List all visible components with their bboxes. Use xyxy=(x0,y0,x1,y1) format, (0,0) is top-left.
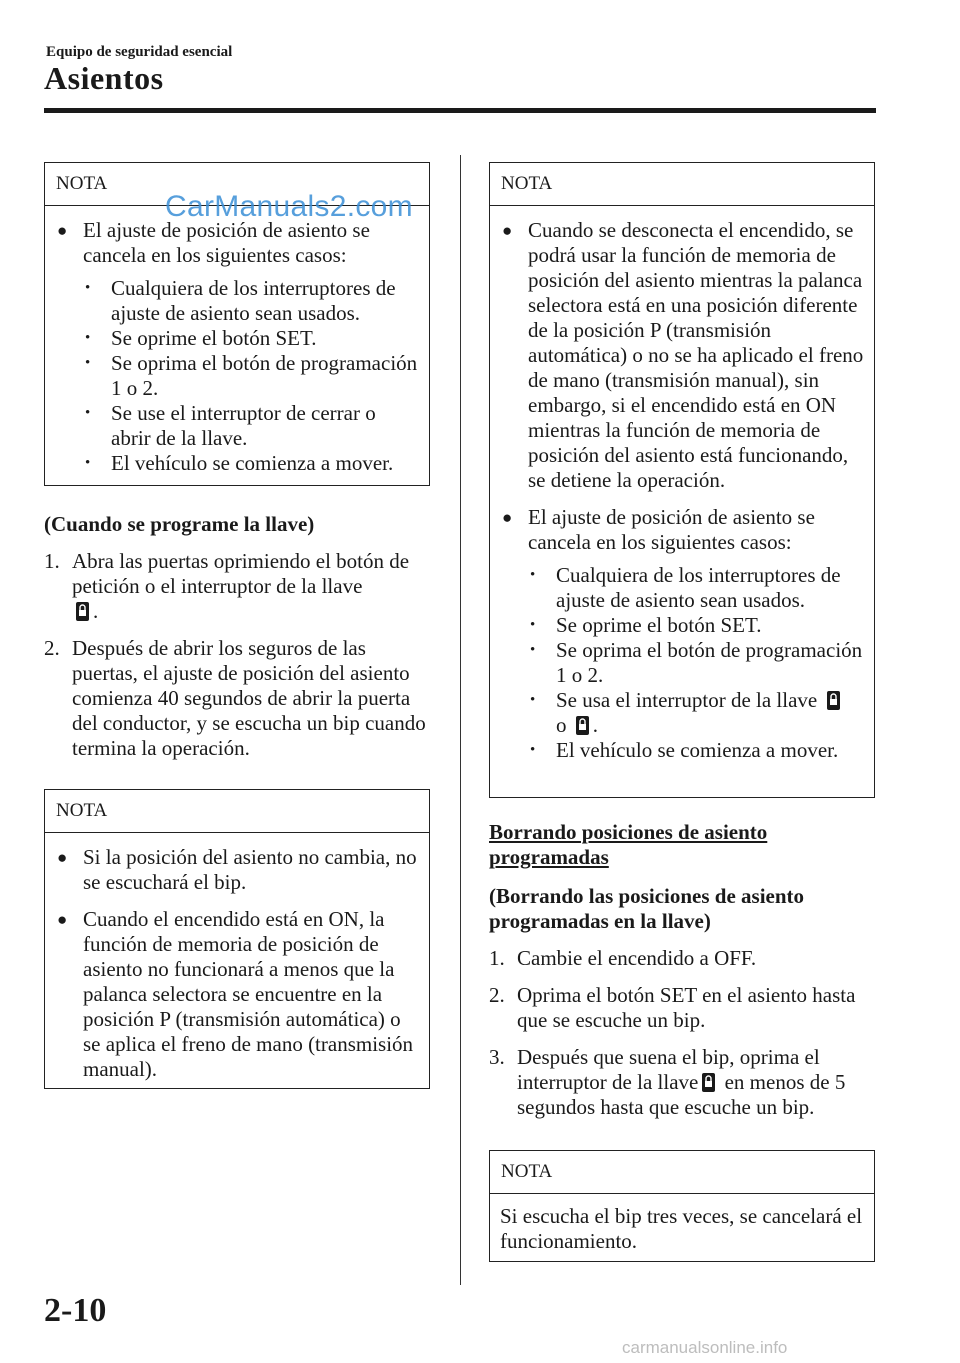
underlined-heading: Borrando posiciones de asiento programadas xyxy=(489,820,768,869)
note-bullet: ● El ajuste de posición de asiento se cancela en los siguientes casos: xyxy=(502,505,815,554)
sub-list-item: • Se oprime el botón SET. xyxy=(81,326,419,351)
note-label: NOTA xyxy=(45,163,429,206)
page-title: Asientos xyxy=(44,60,164,96)
sub-list-item: • Cualquiera de los interruptores de ajuste de asiento sean usados. xyxy=(526,563,864,613)
step-item: 2. Después de abrir los seguros de las puertas, el ajuste de posición del asiento comienza 40 segundos de abrir la puerta del conductor, y se escucha un bip cuando termina la operación. xyxy=(44,636,426,760)
watermark-top: CarManuals2.com xyxy=(165,190,413,223)
lock-icon xyxy=(827,691,840,710)
step-item: 1. Cambie el encendido a OFF. xyxy=(489,946,757,970)
section-heading: (Borrando las posiciones de asiento programadas en la llave) xyxy=(489,884,805,933)
small-bullet-icon: • xyxy=(85,280,91,296)
note-text: Si escucha el bip tres veces, se cancelará el funcionamiento. xyxy=(500,1204,863,1253)
sub-list xyxy=(526,563,864,763)
small-bullet-icon: • xyxy=(530,742,536,758)
step-item: 2. Oprima el botón SET en el asiento hasta que se escuche un bip. xyxy=(489,983,856,1032)
note-bullet: ● Si la posición del asiento no cambia, no se escuchará el bip. xyxy=(57,845,417,894)
sub-list-item: • El vehículo se comienza a mover. xyxy=(81,451,419,476)
sub-list-item: • Se oprima el botón de programación 1 o 2. xyxy=(526,638,864,688)
note-label: NOTA xyxy=(490,163,874,206)
left-column xyxy=(44,162,430,1089)
note-box xyxy=(489,162,875,798)
small-bullet-icon: • xyxy=(85,355,91,371)
column-divider xyxy=(460,155,461,1285)
note-label: NOTA xyxy=(490,1151,874,1194)
sub-list-item: • Cualquiera de los interruptores de ajuste de asiento sean usados. xyxy=(81,276,419,326)
sub-list xyxy=(81,276,419,476)
sub-list-item: • Se usa el interruptor de la llave o . xyxy=(526,688,864,738)
small-bullet-icon: • xyxy=(85,405,91,421)
small-bullet-icon: • xyxy=(530,692,536,708)
section-label: Equipo de seguridad esencial xyxy=(46,44,233,60)
note-label: NOTA xyxy=(45,790,429,833)
small-bullet-icon: • xyxy=(85,455,91,471)
note-bullet-text: El ajuste de posición de asiento se cancela en los siguientes casos: xyxy=(83,218,370,267)
sub-list-item: • El vehículo se comienza a mover. xyxy=(526,738,864,763)
bullet-dot-icon: ● xyxy=(57,221,68,240)
bullet-dot-icon: ● xyxy=(502,508,513,527)
small-bullet-icon: • xyxy=(530,567,536,583)
step-item: 1. Abra las puertas oprimiendo el botón de petición o el interruptor de la llave . xyxy=(44,549,410,623)
page-number: 2-10 xyxy=(44,1292,107,1329)
step-item: 3. Después que suena el bip, oprima el interruptor de la llave en menos de 5 segundos hasta que escuche un bip. xyxy=(489,1045,846,1119)
sub-list-item: • Se oprima el botón de programación 1 o 2. xyxy=(81,351,419,401)
note-bullet xyxy=(55,218,419,268)
title-rule xyxy=(44,108,876,113)
small-bullet-icon: • xyxy=(530,617,536,633)
lock-icon xyxy=(76,602,89,621)
section-heading: (Cuando se programe la llave) xyxy=(44,512,315,536)
small-bullet-icon: • xyxy=(85,330,91,346)
sub-list-item: • Se use el interruptor de cerrar o abrir de la llave. xyxy=(81,401,419,451)
bullet-dot-icon: ● xyxy=(57,910,68,929)
watermark-bottom: carmanualsonline.info xyxy=(622,1338,788,1357)
note-bullet: ● Cuando se desconecta el encendido, se podrá usar la función de memoria de posición del asiento mientras la palanca selectora está en una posición diferente de la posición P (transmisión automática) o no se ha aplicado el freno de mano (transmisión manual), sin embargo, si el encendido está en ON mientras la función de memoria de posición del asiento está funcionando, se detiene la operación. xyxy=(502,218,864,492)
note-box xyxy=(44,789,430,1089)
right-column xyxy=(489,162,875,1262)
note-box xyxy=(489,1150,875,1262)
note-bullet: ● Cuando el encendido está en ON, la función de memoria de posición de asiento no funcionará a menos que la palanca selectora se encuentre en la posición P (transmisión automática) o se aplica el freno de mano (transmisión manual). xyxy=(57,907,414,1081)
bullet-dot-icon: ● xyxy=(502,221,513,240)
sub-list-item: • Se oprime el botón SET. xyxy=(526,613,864,638)
lock-icon xyxy=(576,716,589,735)
lock-icon xyxy=(702,1073,715,1092)
small-bullet-icon: • xyxy=(530,642,536,658)
bullet-dot-icon: ● xyxy=(57,848,68,867)
